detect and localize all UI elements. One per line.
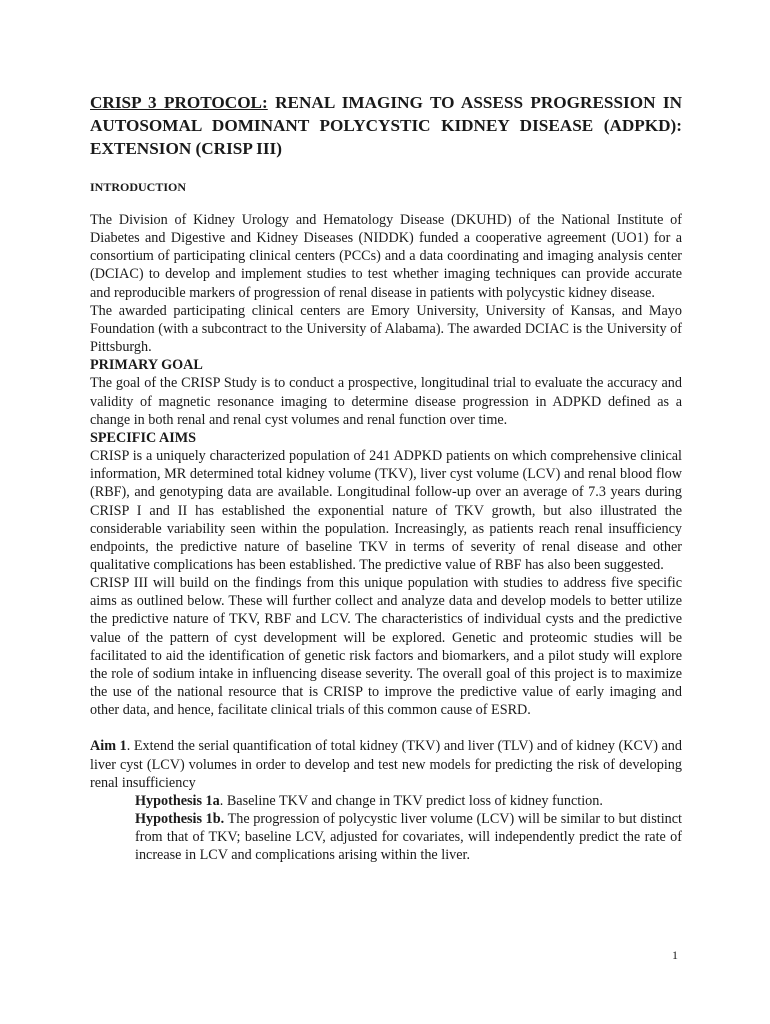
hypothesis-1b-text: The progression of polycystic liver volume (LCV) will be similar to but distinct from that of TKV; baseline LCV, adjusted for covariates, will independently predict the rate of increase in LCV and complications arising within the liver.	[135, 811, 682, 864]
aim-1-text: . Extend the serial quantification of total kidney (TKV) and liver (TLV) and of kidney (KCV) and liver cyst (LCV) volumes in order to develop and test new models for predicting the risk of developing renal insufficiency	[90, 738, 682, 791]
introduction-paragraph-2: The awarded participating clinical centers are Emory University, University of Kansas, and Mayo Foundation (with a subcontract to the University of Alabama). The awarded DCIAC is the University of Pittsburgh.	[90, 302, 682, 356]
aim-1-paragraph	[90, 737, 682, 791]
introduction-paragraph-1: The Division of Kidney Urology and Hematology Disease (DKUHD) of the National Institute of Diabetes and Digestive and Kidney Diseases (NIDDK) funded a cooperative agreement (UO1) for a consortium of participating clinical centers (PCCs) and a data coordinating and imaging analysis center (DCIAC) to develop and implement studies to test whether imaging techniques can provide accurate and reproducible markers of progression of renal disease in patients with polycystic kidney disease.	[90, 212, 682, 301]
specific-aims-paragraph-1: CRISP is a uniquely characterized population of 241 ADPKD patients on which comprehensive clinical information, MR determined total kidney volume (TKV), liver cyst volume (LCV) and renal blood flow (RBF), and genotyping data are available. Longitudinal follow-up over an average of 7.3 years during CRISP I and II has established the exponential nature of TKV growth, but also illustrated the considerable variability seen within the population. Increasingly, as patients reach renal insufficiency endpoints, the predictive nature of baseline TKV in terms of severity of renal disease and other qualitative complications has been established. The predictive value of RBF has also been suggested.	[90, 448, 682, 573]
document-title	[90, 91, 682, 160]
hypothesis-1a	[135, 792, 682, 810]
title-protocol-label: CRISP 3 PROTOCOL:	[90, 93, 268, 112]
specific-aims-paragraph-2: CRISP III will build on the findings from this unique population with studies to address five specific aims as outlined below. These will further collect and analyze data and develop models to better utilize the predictive nature of TKV, RBF and LCV. The characteristics of individual cysts and the predictive value of the pattern of cyst development will be explored. Genetic and proteomic studies will be facilitated to aid the identification of genetic risk factors and biomarkers, and a pilot study will explore the role of sodium intake in influencing disease severity. The overall goal of this project is to maximize the use of the national resource that is CRISP to improve the predictive value of early imaging and other data, and hence, facilitate clinical trials of this common cause of ESRD.	[90, 575, 682, 719]
primary-goal-paragraph: The goal of the CRISP Study is to conduct a prospective, longitudinal trial to evaluate the accuracy and validity of magnetic resonance imaging to determine disease progression in ADPKD defined as a change in both renal and renal cyst volumes and renal function over time.	[90, 375, 682, 428]
introduction-heading: INTRODUCTION	[90, 180, 187, 194]
page-number: 1	[672, 948, 678, 962]
title-text: RENAL IMAGING TO ASSESS PROGRESSION IN AUTOSOMAL DOMINANT POLYCYSTIC KIDNEY DISEASE (ADPKD): EXTENSION (CRISP III)	[90, 93, 682, 158]
hypothesis-1a-label: Hypothesis 1a	[135, 792, 220, 809]
paragraph-spacer	[90, 719, 682, 737]
hypothesis-1b-label: Hypothesis 1b.	[135, 811, 225, 827]
document-page	[90, 91, 682, 864]
hypothesis-1b	[135, 810, 682, 864]
specific-aims-heading: SPECIFIC AIMS	[90, 429, 197, 446]
primary-goal-heading: PRIMARY GOAL	[90, 357, 203, 374]
aim-1-label: Aim 1	[90, 738, 127, 755]
hypothesis-1a-text: . Baseline TKV and change in TKV predict loss of kidney function.	[219, 792, 603, 809]
